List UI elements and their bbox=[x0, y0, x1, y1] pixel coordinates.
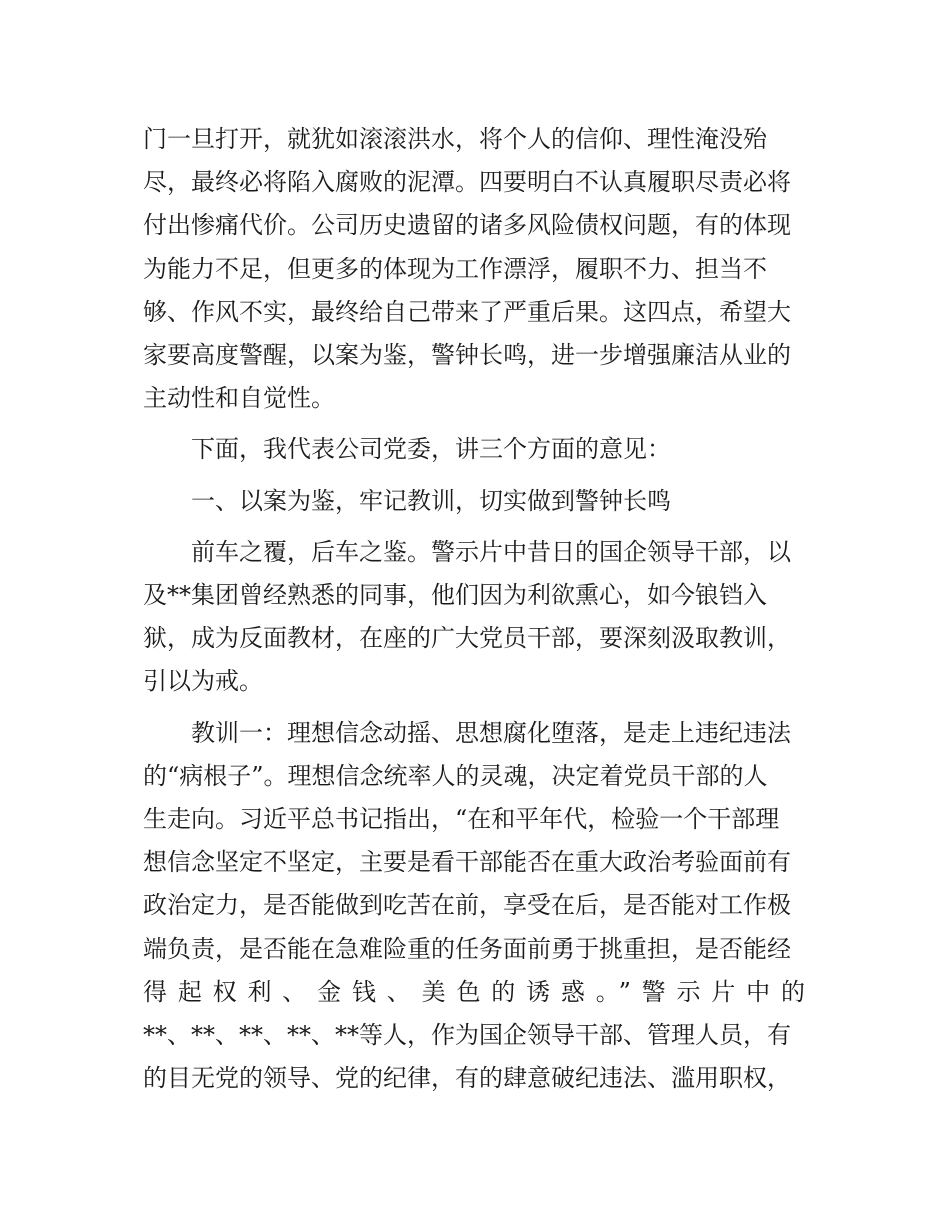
document-body bbox=[143, 118, 811, 1100]
text-line: 的目无党的领导、党的纪律，有的肆意破纪违法、滥用职权， bbox=[143, 1064, 791, 1093]
paragraph-lesson-one bbox=[143, 712, 811, 1101]
text-line: 端负责，是否能在急难险重的任务面前勇于挑重担，是否能经 bbox=[143, 934, 791, 963]
text-line: 下面，我代表公司党委，讲三个方面的意见： bbox=[191, 435, 671, 464]
paragraph-lesson-intro bbox=[143, 531, 811, 704]
text-line: 家要高度警醒，以案为鉴，警钟长鸣，进一步增强廉洁从业的 bbox=[143, 341, 791, 370]
text-line: 前车之覆，后车之鉴。警示片中昔日的国企领导干部，以 bbox=[191, 537, 791, 566]
text-line: 一、以案为鉴，牢记教训，切实做到警钟长鸣 bbox=[191, 486, 671, 515]
text-line: 主动性和自觉性。 bbox=[143, 384, 335, 413]
text-line-spread: 得起权利、金钱、美色的诱惑。”警示片中的 bbox=[143, 977, 811, 1006]
text-line: 政治定力，是否能做到吃苦在前，享受在后，是否能对工作极 bbox=[143, 891, 791, 920]
text-line: 生走向。习近平总书记指出，“在和平年代，检验一个干部理 bbox=[143, 805, 780, 834]
text-line: 引以为戒。 bbox=[143, 667, 263, 696]
text-line: 为能力不足，但更多的体现为工作漂浮，履职不力、担当不 bbox=[143, 254, 767, 283]
text-line: **、**、**、**、**等人，作为国企领导干部、管理人员，有 bbox=[143, 1021, 791, 1050]
text-line: 及**集团曾经熟悉的同事，他们因为利欲熏心，如今锒铛入 bbox=[143, 581, 767, 610]
paragraph-intro bbox=[143, 428, 811, 471]
text-line: 门一旦打开，就犹如滚滚洪水，将个人的信仰、理性淹没殆 bbox=[143, 125, 767, 153]
text-line: 付出惨痛代价。公司历史遗留的诸多风险债权问题，有的体现 bbox=[143, 211, 791, 240]
text-line: 够、作风不实，最终给自己带来了严重后果。这四点，希望大 bbox=[143, 297, 791, 326]
text-line: 教训一：理想信念动摇、思想腐化堕落，是走上违纪违法 bbox=[191, 718, 791, 747]
text-line: 尽，最终必将陷入腐败的泥潭。四要明白不认真履职尽责必将 bbox=[143, 168, 791, 197]
text-line: 狱，成为反面教材，在座的广大党员干部，要深刻汲取教训， bbox=[143, 624, 791, 653]
text-line: 的“病根子”。理想信念统率人的灵魂，决定着党员干部的人 bbox=[143, 761, 768, 790]
text-line: 想信念坚定不坚定，主要是看干部能否在重大政治考验面前有 bbox=[143, 848, 791, 877]
section-heading bbox=[143, 480, 811, 523]
paragraph-continuation bbox=[143, 118, 811, 420]
